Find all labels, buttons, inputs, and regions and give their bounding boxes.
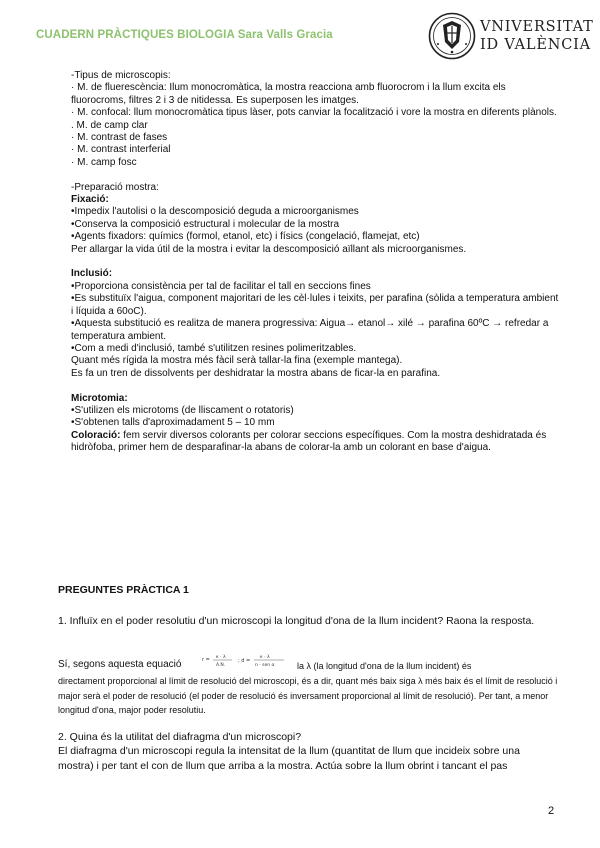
- microscope-types-intro: -Tipus de microscopis:: [71, 70, 171, 81]
- inclusion-item: •Proporciona consistència per tal de facilitar el tall en seccions fines: [71, 280, 371, 292]
- svg-text:κ · λ: κ · λ: [260, 655, 270, 660]
- answer-2: El diafragma d'un microscopi regula la intensitat de la llum (quantitat de llum que incideix sobre una mostra) i per tant el con de llum que arriba a la mostra. Actúa sobre la llum obrint i tancant el pas: [58, 745, 520, 772]
- answer-1-after-formula: la λ (la longitud d'ona de la llum incident) és: [297, 661, 472, 671]
- microscope-list-item: · M. contrast de fases: [71, 132, 168, 144]
- coloring-paragraph: [71, 430, 559, 455]
- microscope-confocal: · M. confocal: llum monocromàtica tipus làser, pots canviar la focalització i vore la mostra en diferents plànols.: [71, 107, 557, 119]
- svg-text:n · sen α: n · sen α: [255, 663, 275, 668]
- notes-content: [71, 70, 559, 455]
- university-name-line2: ID VALÈNCIA: [480, 37, 591, 53]
- svg-text:κ · λ: κ · λ: [216, 655, 226, 660]
- page-header: [0, 0, 600, 62]
- university-name-line1: VNIVERSITAT: [480, 19, 594, 35]
- fixation-item: •Impedix l'autolisi o la descomposició deguda a microorganismes: [71, 206, 359, 218]
- inclusion-item: •Es substituïx l'aigua, component majoritari de les cèl·lules i teixits, per parafina (sòlida a temperatura ambient i líquida a 60oC).: [71, 293, 559, 317]
- microtomy-item: •S'utilizen els microtoms (de lliscament o rotatoris): [71, 404, 294, 416]
- inclusion-item: •Com a medi d'inclusió, també s'utilitzen resines polimeritzables.: [71, 342, 357, 354]
- microscope-list-item: · M. contrast interferial: [71, 144, 171, 156]
- question-2: 2. Quina és la utilitat del diafragma d'un microscopi?: [58, 731, 302, 743]
- question-1: 1. Influïx en el poder resolutiu d'un microscopi la longitud d'ona de la llum incident? Raona la resposta.: [58, 615, 535, 627]
- inclusion-heading: Inclusió:: [71, 268, 113, 280]
- inclusion-note: Quant més rígida la mostra més fàcil serà tallar-la fina (exemple mantega).: [71, 355, 403, 367]
- coloring-text: fem servir diversos colorants per colorar seccions específiques. Com la mostra deshidratada és hidròfoba, primer hem de desparafinar-la abans de colorar-la amb un colorant en base d'aigua.: [71, 429, 547, 454]
- fixation-item: •Agents fixadors: químics (formol, etanol, etc) i físics (congelació, flamejat, etc): [71, 231, 420, 243]
- fixation-heading: Fixació:: [71, 194, 109, 206]
- answer-1-body: directament proporcional al límit de resolució del microscopi, és a dir, quant més baix siga λ més baix és el límit de resolució i major serà el poder de resolució (el poder de resolució és inversament proporcional al límit de resolució). Per tant, a menor longitud d'ona, major poder resolutiu.: [58, 676, 558, 715]
- microscope-fluorescence: · M. de fluerescència: Ilum monocromàtica, la mostra reacciona amb fluorocrom i la llum excita els fluorocroms, filtres 2 i 3 de nitidessa. Es superposen les imatges.: [71, 82, 506, 106]
- svg-text:A.N.: A.N.: [216, 663, 226, 668]
- university-name: [480, 18, 594, 54]
- svg-text:r =: r =: [202, 657, 210, 663]
- questions-heading: PREGUNTES PRÀCTICA 1: [58, 584, 189, 596]
- microtomy-heading: Microtomia:: [71, 392, 128, 404]
- svg-text:; d =: ; d =: [238, 658, 251, 664]
- coloring-label: Coloració:: [71, 429, 121, 441]
- microtomy-item: •S'obtenen talls d'aproximadament 5 – 10 mm: [71, 417, 275, 429]
- answer-1-start: Sí, segons aquesta equació: [58, 659, 182, 670]
- university-seal-icon: [428, 12, 476, 60]
- microscope-list-item: . M. de camp clar: [71, 119, 148, 131]
- resolution-formula-icon: [200, 652, 290, 674]
- page-number: 2: [548, 805, 555, 817]
- inclusion-item: •Aquesta substitució es realitza de manera progressiva: Aigua→ etanol→ xilé → parafina 60ºC → refredar a temperatura ambient.: [71, 318, 549, 342]
- inclusion-note: Es fa un tren de dissolvents per deshidratar la mostra abans de ficar-la en parafina.: [71, 367, 441, 379]
- fixation-item: •Conserva la composició estructural i molecular de la mostra: [71, 218, 340, 230]
- notebook-title: CUADERN PRÀCTIQUES BIOLOGIA Sara Valls Gracia: [36, 29, 333, 41]
- preparation-intro: -Preparació mostra:: [71, 181, 159, 193]
- microscope-list-item: · M. camp fosc: [71, 156, 137, 168]
- fixation-note: Per allargar la vida útil de la mostra i evitar la descomposició aïllant als microorganismes.: [71, 243, 467, 255]
